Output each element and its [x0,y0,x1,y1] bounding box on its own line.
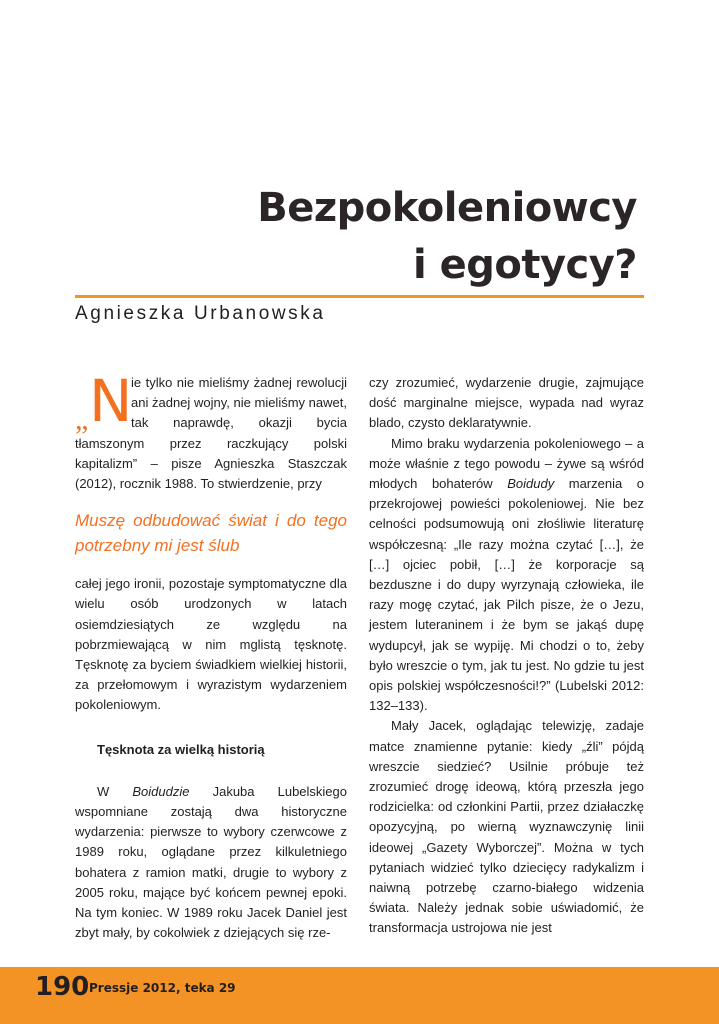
title-divider [75,295,644,298]
section-subheading: Tęsknota za wielką historią [97,741,265,757]
drop-cap-block [75,367,133,436]
paragraph-boiduda [75,782,347,944]
opening-paragraph-text: ie tylko nie mieliśmy żadnej rewolucji ani żadnej wojny, nie mieliśmy nawet, tak naprawdę, okazji bycia tłamszonym przez raczkujący polski kapitalizm” – pisze Agnieszka Staszczak (2012), rocznik 1988. To stwierdzenie, przy [75,375,347,492]
author-name: Agnieszka Urbanowska [75,303,326,324]
left-column [75,367,347,943]
opening-paragraph [75,367,347,494]
paragraph-text: Jakuba Lubelskiego wspomniane zostają dwa historyczne wydarzenia: pierwsze to wybory czerwcowe z 1989 roku, oglądane przez kilkuletniego bohatera z ramion matki, drugie to wybory z 2005 roku, mające być końcem pewnej epoki. Na tym koniec. W 1989 roku Jacek Daniel jest zbyt mały, by cokolwiek z dziejących się rze- [75,783,347,941]
right-column [369,373,644,939]
book-title: Boidudzie [132,783,190,799]
page-number: 190 [35,972,90,1002]
drop-cap: N [89,367,133,435]
article-title-line-1: Bezpokoleniowcy [257,185,637,231]
paragraph-continuation: całej jego ironii, pozostaje symptomatyczne dla wielu osób urodzonych w latach osiemdziesiątych ze względu na pobrzmiewającą w nim mglistą tęsknotę. Tęsknotę za byciem świadkiem wielkiej historii, za przełomowym i wyrazistym wydarzeniem pokoleniowym. [75,576,347,713]
book-title: Boidudy [507,476,555,492]
paragraph-continued: czy zrozumieć, wydarzenie drugie, zajmujące dość marginalne miejsce, wypada nad wyraz blado, czysto deklaratywnie. [369,375,644,431]
article-title-line-2: i egotycy? [412,242,637,288]
paragraph-text: W [97,783,133,799]
journal-citation: Pressje 2012, teka 29 [89,981,236,995]
paragraph-jacek: Mały Jacek, oglądając telewizję, zadaje matce znamienne pytanie: kiedy „źli” pójdą wreszcie siedzieć? Usilnie próbuje też zrozumieć drogę ideową, którą przeszła jego rodzicielka: od członkini Partii, przez działaczkę opozycyjną, po wierną wyznawczynię linii ideowej „Gazety Wyborczej”. Można w tych pytaniach widzieć tylko dziecięcy radykalizm i naiwną potrzebę czarno-białego widzenia świata. Należy jednak sobie uświadomić, że transformacja ustrojowa nie jest [369,718,644,936]
paragraph-text: marzenia o przekrojowej powieści pokoleniowej. Nie bez celności podsumowują oni złośliwie literaturę współczesną: „Ile razy można czytać […], że […] ojciec pobił, […] że korporacje są bezduszne i do dupy wyrzynają człowieka, ile razy mogę czytać, jak Pilch pisze, że o Jezu, jestem luteraninem i że bym se jakąś dupę wydupcył, jak se wypiję. Mi chodzi o to, żeby było wreszcie o tym, jak tu jest. No gdzie tu jest opis polskiej współczesności!?” (Lubelski 2012: 132–133). [369,476,644,714]
opening-quote-mark: „ [75,403,89,436]
paragraph-text: Mimo braku wydarzenia pokoleniowego – a może właśnie z tego powodu – żywe są wśród młodych bohaterów [369,435,644,492]
pull-quote: Muszę odbudować świat i do tego potrzebny mi jest ślub [75,511,347,556]
page-footer [0,967,719,1024]
paragraph-generation [369,434,644,717]
